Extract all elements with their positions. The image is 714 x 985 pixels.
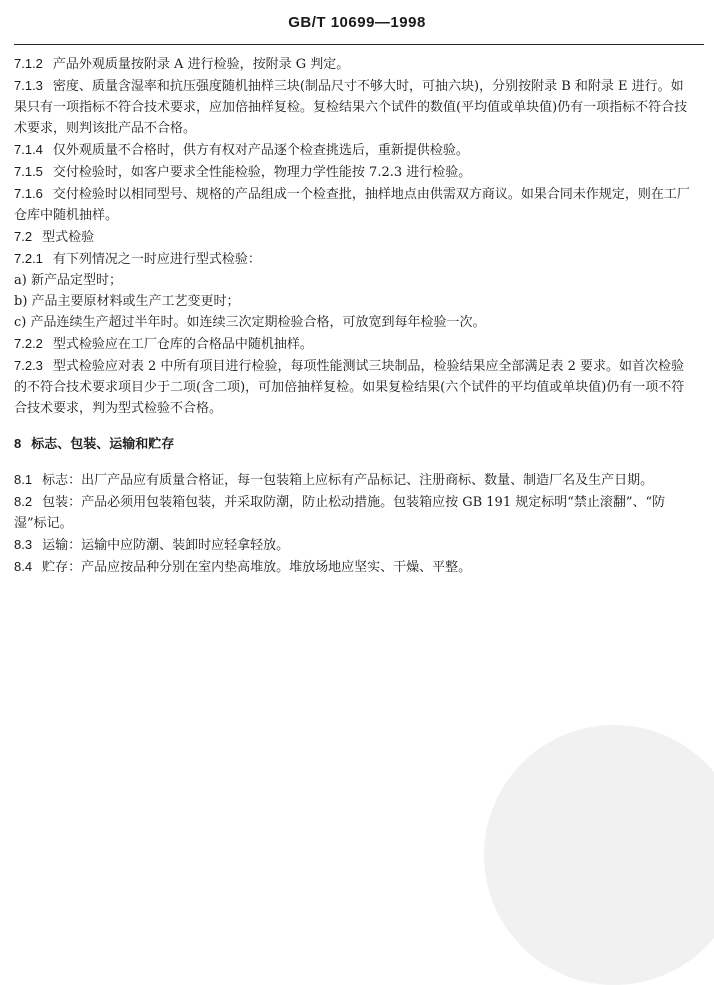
- watermark-seal: [484, 725, 714, 985]
- section-gap: [14, 455, 694, 469]
- clause-7-2-1: [14, 248, 694, 270]
- clause-text: 仅外观质量不合格时，供方有权对产品逐个检查挑选后，重新提供检验。: [52, 143, 469, 158]
- clause-8-4: [14, 556, 694, 578]
- section-gap: [14, 419, 694, 433]
- clause-7-2-heading: [14, 226, 694, 248]
- clause-text: 包装：产品必须用包装箱包装，并采取防潮，防止松动措施。包装箱应按 GB 191 规定标明“禁止滚翻”、“防湿”标记。: [14, 495, 666, 531]
- section-number: 8: [14, 436, 22, 451]
- clause-7-1-2: [14, 53, 694, 75]
- clause-number: 8.4: [14, 559, 33, 574]
- clause-text: 标志：出厂产品应有质量合格证，每一包装箱上应标有产品标记、注册商标、数量、制造厂名及生产日期。: [42, 473, 654, 488]
- clause-text: 贮存：产品应按品种分别在室内垫高堆放。堆放场地应坚实、干燥、平整。: [42, 560, 472, 575]
- section-8-heading: [14, 433, 694, 455]
- list-item-text: b) 产品主要原材料或生产工艺变更时；: [14, 294, 240, 309]
- clause-number: 8.2: [14, 494, 33, 509]
- clause-text: 运输：运输中应防潮、装卸时应轻拿轻放。: [42, 538, 290, 553]
- clause-7-2-3: [14, 355, 694, 419]
- clause-text: 交付检验时以相同型号、规格的产品组成一个检查批，抽样地点由供需双方商议。如果合同未作规定，则在工厂仓库中随机抽样。: [14, 187, 690, 223]
- clause-number: 7.1.5: [14, 164, 43, 179]
- list-item-text: c) 产品连续生产超过半年时。如连续三次定期检验合格，可放宽到每年检验一次。: [14, 315, 486, 330]
- clause-text: 型式检验: [42, 230, 95, 245]
- clause-text: 型式检验应对表 2 中所有项目进行检验，每项性能测试三块制品，检验结果应全部满足表 2 要求。如首次检验的不符合技术要求项目少于二项(含二项)，可加倍抽样复检。如果复检结果(六个试件的平均值或单块值)仍有一项不符合技术要求，判为型式检验不合格。: [14, 359, 685, 416]
- document-body: [14, 53, 694, 578]
- list-item-a: [14, 270, 694, 291]
- clause-7-1-3: [14, 75, 694, 139]
- clause-number: 7.2.1: [14, 251, 43, 266]
- clause-number: 7.1.3: [14, 78, 43, 93]
- list-item-c: [14, 312, 694, 333]
- list-item-b: [14, 291, 694, 312]
- clause-8-3: [14, 534, 694, 556]
- document-header: GB/T 10699—1998: [288, 14, 426, 31]
- list-item-text: a) 新产品定型时；: [14, 273, 122, 288]
- clause-7-1-6: [14, 183, 694, 226]
- clause-text: 产品外观质量按附录 A 进行检验，按附录 G 判定。: [52, 57, 350, 72]
- clause-number: 7.2: [14, 229, 33, 244]
- clause-7-2-2: [14, 333, 694, 355]
- clause-number: 8.1: [14, 472, 33, 487]
- clause-number: 7.1.6: [14, 186, 43, 201]
- clause-7-1-5: [14, 161, 694, 183]
- clause-text: 型式检验应在工厂仓库的合格品中随机抽样。: [52, 337, 313, 352]
- clause-number: 7.1.2: [14, 56, 43, 71]
- clause-number: 8.3: [14, 537, 33, 552]
- clause-8-1: [14, 469, 694, 491]
- clause-text: 有下列情况之一时应进行型式检验：: [52, 252, 261, 267]
- clause-text: 交付检验时，如客户要求全性能检验，物理力学性能按 7.2.3 进行检验。: [52, 165, 472, 180]
- clause-number: 7.2.2: [14, 336, 43, 351]
- clause-7-1-4: [14, 139, 694, 161]
- clause-number: 7.2.3: [14, 358, 43, 373]
- clause-text: 密度、质量含湿率和抗压强度随机抽样三块(制品尺寸不够大时，可抽六块)，分别按附录 B 和附录 E 进行。如果只有一项指标不符合技术要求，应加倍抽样复检。复检结果六个试件的数值(平均值或单块值)仍有一项指标不符合技术要求，则判该批产品不合格。: [14, 79, 688, 136]
- clause-number: 7.1.4: [14, 142, 43, 157]
- section-title: 标志、包装、运输和贮存: [31, 437, 175, 452]
- header-rule: [14, 44, 704, 45]
- clause-8-2: [14, 491, 694, 534]
